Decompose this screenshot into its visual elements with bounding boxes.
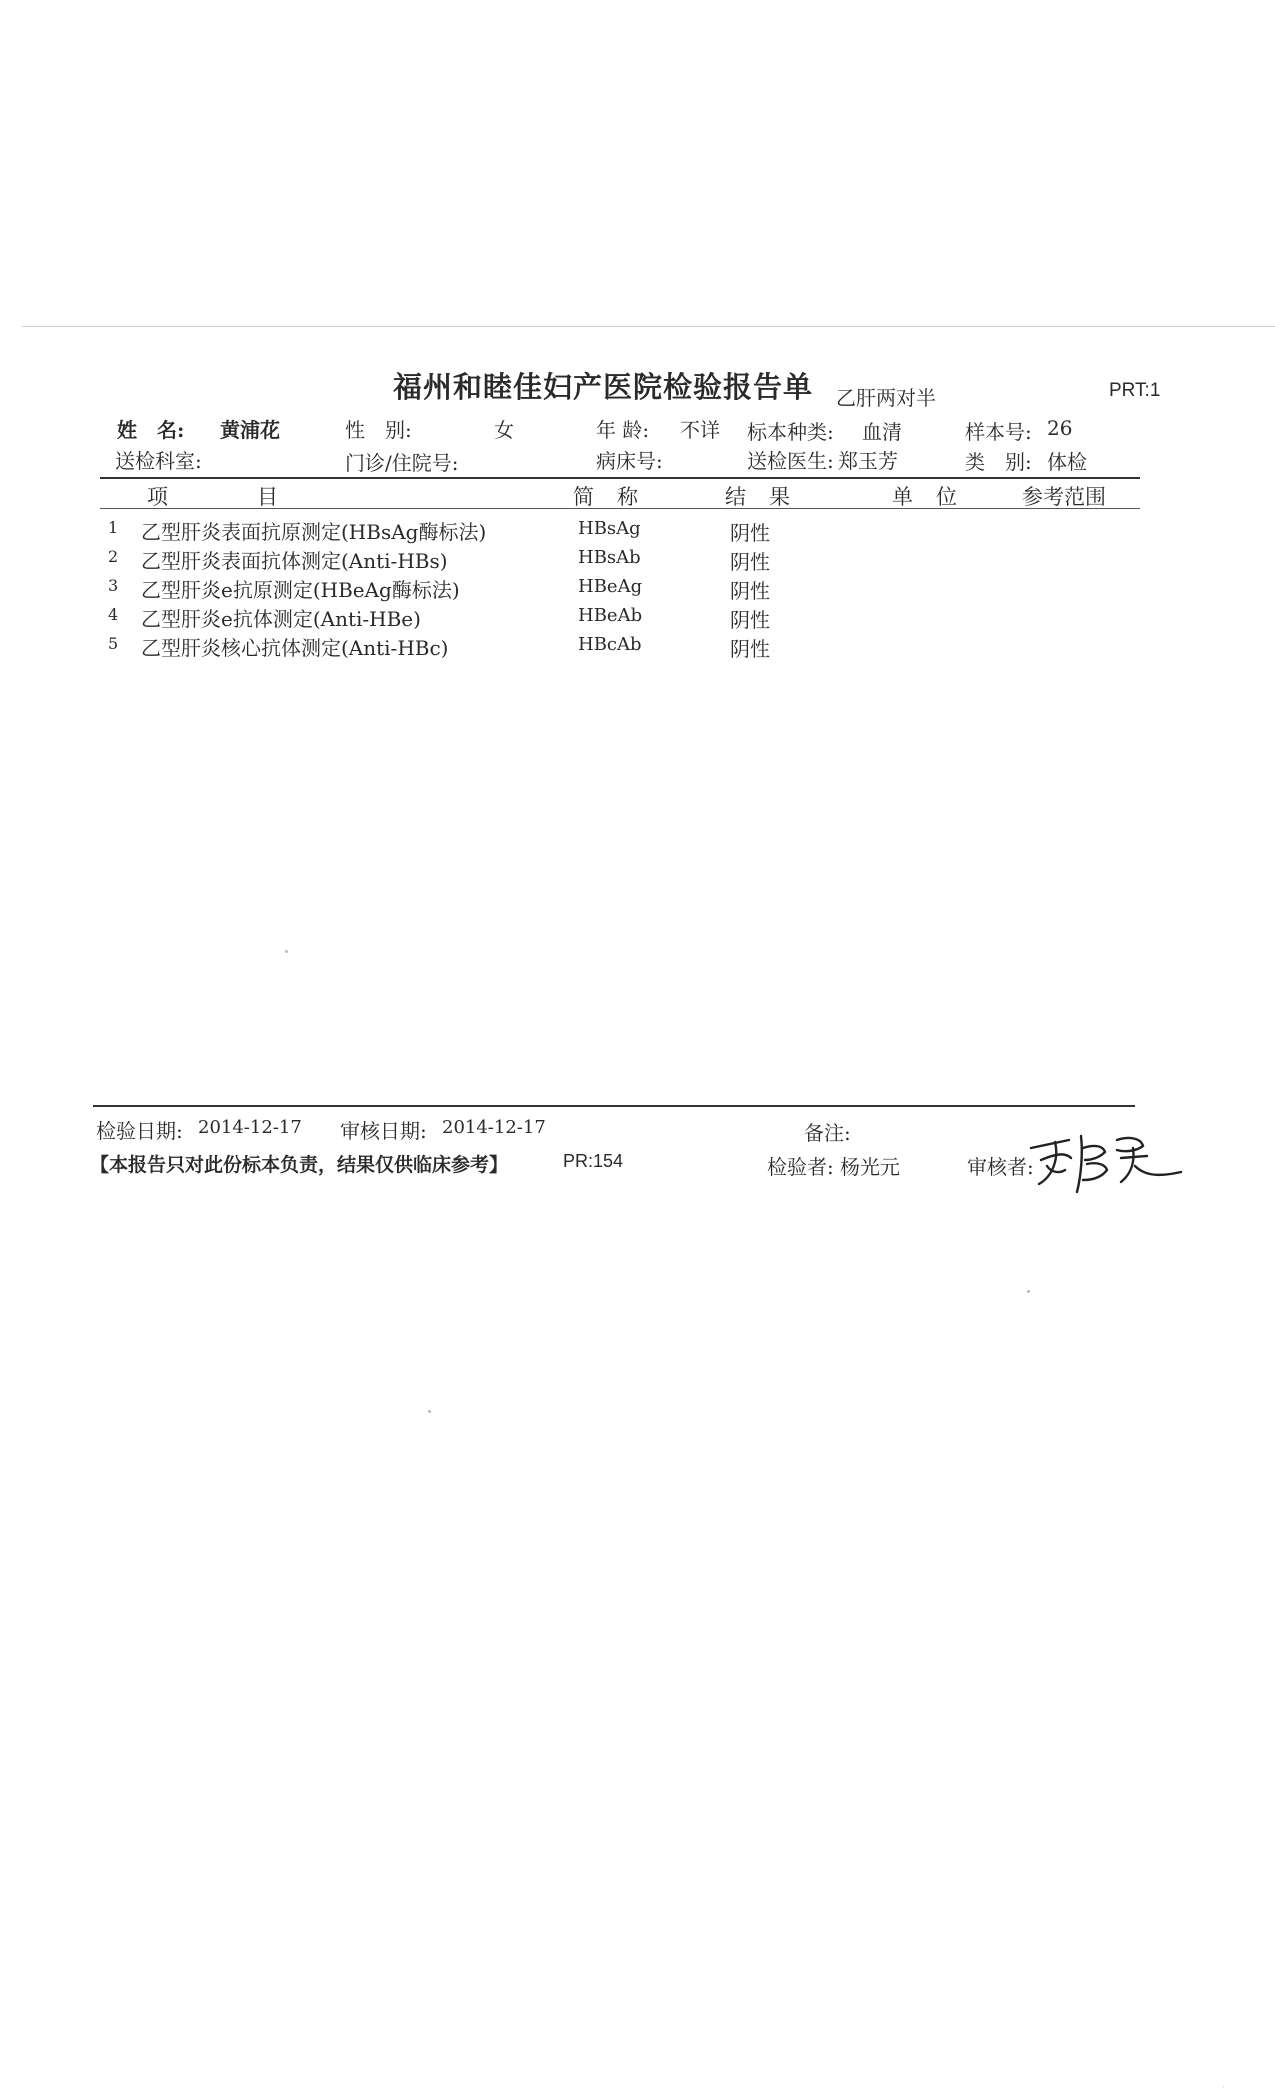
- scan-speck: [428, 1410, 431, 1413]
- sample-no: 26: [1047, 416, 1073, 440]
- tester-label: 检验者:: [767, 1155, 834, 1179]
- test-date-label: 检验日期:: [96, 1119, 183, 1143]
- footer-rule: [93, 1105, 1135, 1107]
- row-item: 乙型肝炎表面抗原测定(HBsAg酶标法): [141, 520, 487, 544]
- row-abbr: HBsAb: [578, 547, 641, 568]
- row-abbr: HBeAb: [578, 605, 643, 626]
- table-top-rule: [100, 477, 1140, 479]
- row-item: 乙型肝炎e抗体测定(Anti-HBe): [141, 607, 421, 631]
- row-result: 阴性: [730, 608, 770, 632]
- remarks-label: 备注:: [804, 1121, 851, 1145]
- clinic-no-label: 门诊/住院号:: [345, 451, 459, 475]
- row-number: 2: [108, 547, 119, 566]
- row-number: 4: [108, 605, 119, 624]
- doctor-label: 送检医生:: [747, 449, 834, 473]
- age-label: 年 龄:: [596, 418, 650, 442]
- category-label: 类 别:: [965, 450, 1032, 474]
- row-result: 阴性: [730, 637, 770, 661]
- reviewer-label: 审核者:: [967, 1155, 1034, 1179]
- doctor-name: 郑玉芳: [838, 449, 898, 473]
- row-item: 乙型肝炎表面抗体测定(Anti-HBs): [141, 549, 448, 573]
- row-result: 阴性: [730, 579, 770, 603]
- col-header-unit: 单 位: [892, 485, 958, 509]
- scan-speck: [285, 950, 288, 953]
- dept-label: 送检科室:: [115, 449, 202, 473]
- scan-corner-mark: ·: [1222, 2083, 1225, 2093]
- disclaimer: 【本报告只对此份标本负责，结果仅供临床参考】: [90, 1154, 509, 1176]
- reviewer-signature: [1025, 1118, 1185, 1198]
- pr-code: PR:154: [563, 1151, 624, 1171]
- row-item: 乙型肝炎e抗原测定(HBeAg酶标法): [141, 578, 460, 602]
- review-date-label: 审核日期:: [340, 1119, 427, 1143]
- sample-no-label: 样本号:: [965, 420, 1032, 444]
- patient-name: 黄浦花: [220, 418, 280, 442]
- row-abbr: HBsAg: [578, 518, 641, 539]
- row-number: 3: [108, 576, 119, 595]
- name-label: 姓 名:: [117, 418, 185, 442]
- report-title: 福州和睦佳妇产医院检验报告单: [393, 370, 814, 404]
- sex-label: 性 别:: [345, 418, 412, 442]
- row-result: 阴性: [730, 550, 770, 574]
- scan-edge-line: [22, 326, 1275, 327]
- specimen-type-label: 标本种类:: [747, 420, 834, 444]
- col-header-item: 项 目: [147, 485, 279, 509]
- row-abbr: HBeAg: [578, 576, 643, 597]
- col-header-result: 结 果: [725, 485, 791, 509]
- patient-age: 不详: [680, 418, 720, 442]
- row-item: 乙型肝炎核心抗体测定(Anti-HBc): [141, 636, 449, 660]
- row-result: 阴性: [730, 521, 770, 545]
- row-abbr: HBcAb: [578, 634, 642, 655]
- report-subtitle: 乙肝两对半: [836, 386, 936, 410]
- scan-speck: [1027, 1290, 1030, 1293]
- col-header-abbr: 简 称: [573, 485, 639, 509]
- row-number: 5: [108, 634, 119, 653]
- review-date: 2014-12-17: [442, 1117, 546, 1138]
- patient-sex: 女: [494, 418, 514, 442]
- test-date: 2014-12-17: [198, 1117, 302, 1138]
- category-value: 体检: [1047, 450, 1087, 474]
- tester-name: 杨光元: [840, 1155, 900, 1179]
- row-number: 1: [108, 518, 119, 537]
- specimen-type: 血清: [862, 420, 902, 444]
- print-code: PRT:1: [1109, 380, 1161, 401]
- bed-no-label: 病床号:: [596, 449, 663, 473]
- col-header-ref: 参考范围: [1022, 485, 1106, 509]
